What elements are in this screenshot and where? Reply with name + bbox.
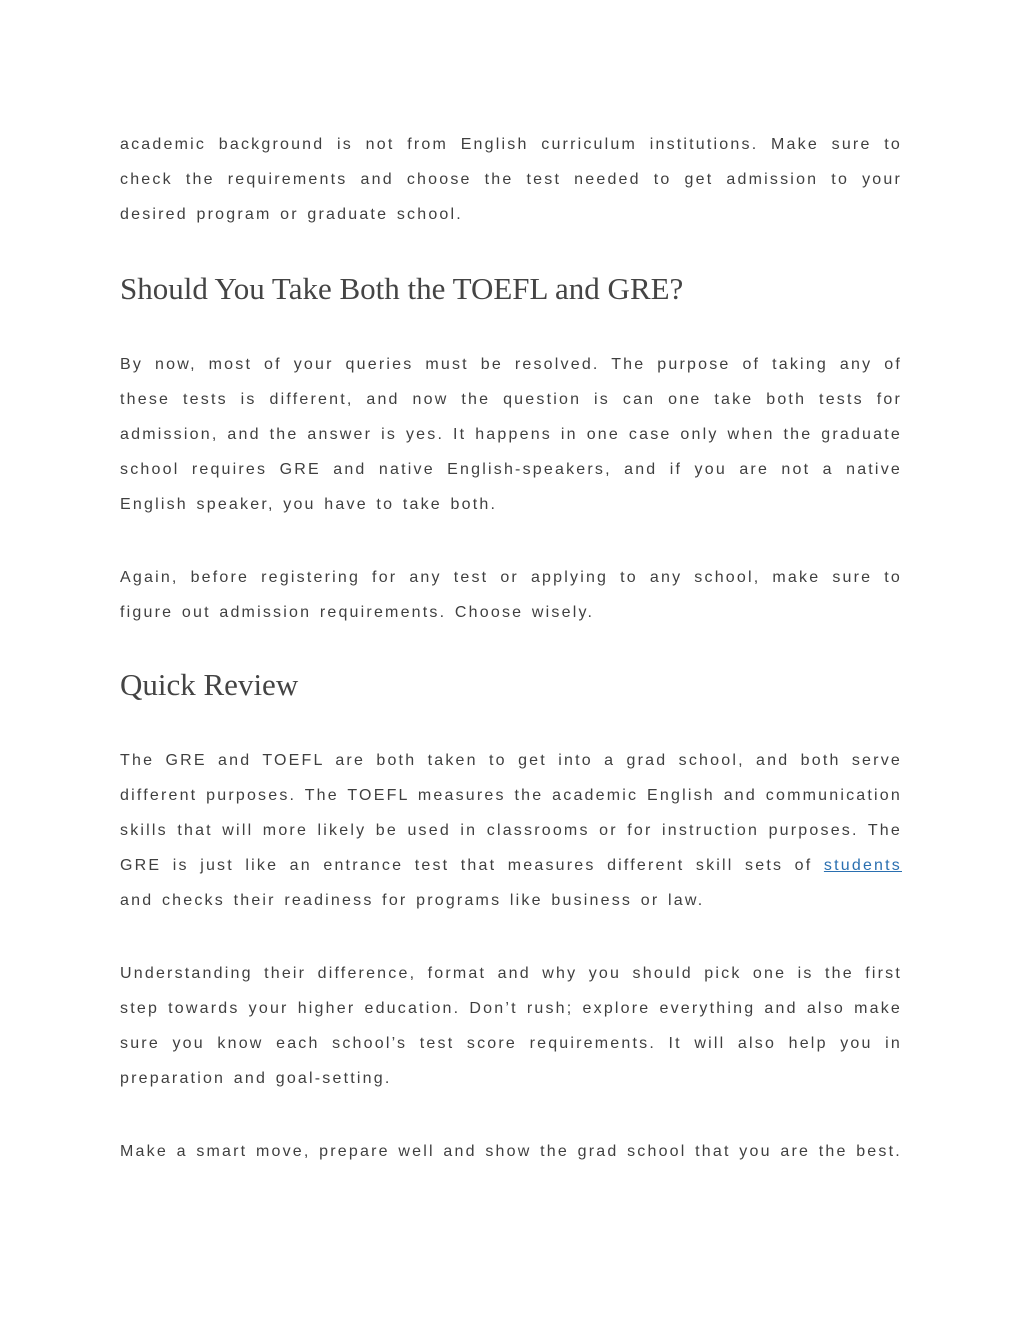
- spacer: [120, 232, 902, 269]
- paragraph-text: and checks their readiness for programs like business or law.: [120, 892, 705, 909]
- body-paragraph-registering: Again, before registering for any test or applying to any school, make sure to figure out admission requirements. Choose wisely.: [120, 569, 902, 621]
- section-heading-quick-review: Quick Review: [120, 667, 299, 702]
- spacer: [120, 309, 902, 347]
- spacer: [120, 918, 902, 956]
- document-page: [120, 127, 902, 1169]
- body-paragraph-understanding: Understanding their difference, format and why you should pick one is the first step towards your higher education. Don’t rush; explore everything and also make sure you know each school’s test score requirements. It will also help you in preparation and goal-setting.: [120, 965, 902, 1087]
- paragraph-text: The GRE and TOEFL are both taken to get into a grad school, and both serve different purposes. The TOEFL measures the academic English and communication skills that will more likely be used in classrooms or for instruction purposes. The GRE is just like an entrance test that measures different skill sets of: [120, 752, 902, 874]
- students-link[interactable]: students: [823, 857, 902, 874]
- spacer: [120, 630, 902, 665]
- body-paragraph-both-tests: By now, most of your queries must be resolved. The purpose of taking any of these tests is different, and now the question is can one take both tests for admission, and the answer is yes. It happens in one case only when the graduate school requires GRE and native English-speakers, and if you are not a native English speaker, you have to take both.: [120, 356, 902, 513]
- body-paragraph-quick-review: [120, 743, 902, 918]
- spacer: [120, 705, 902, 743]
- body-paragraph-smart-move: Make a smart move, prepare well and show the grad school that you are the best.: [120, 1143, 902, 1160]
- spacer: [120, 522, 902, 560]
- section-heading-toefl-gre: Should You Take Both the TOEFL and GRE?: [120, 271, 684, 306]
- spacer: [120, 1096, 902, 1134]
- intro-paragraph: academic background is not from English curriculum institutions. Make sure to check the requirements and choose the test needed to get admission to your desired program or graduate school.: [120, 136, 902, 223]
